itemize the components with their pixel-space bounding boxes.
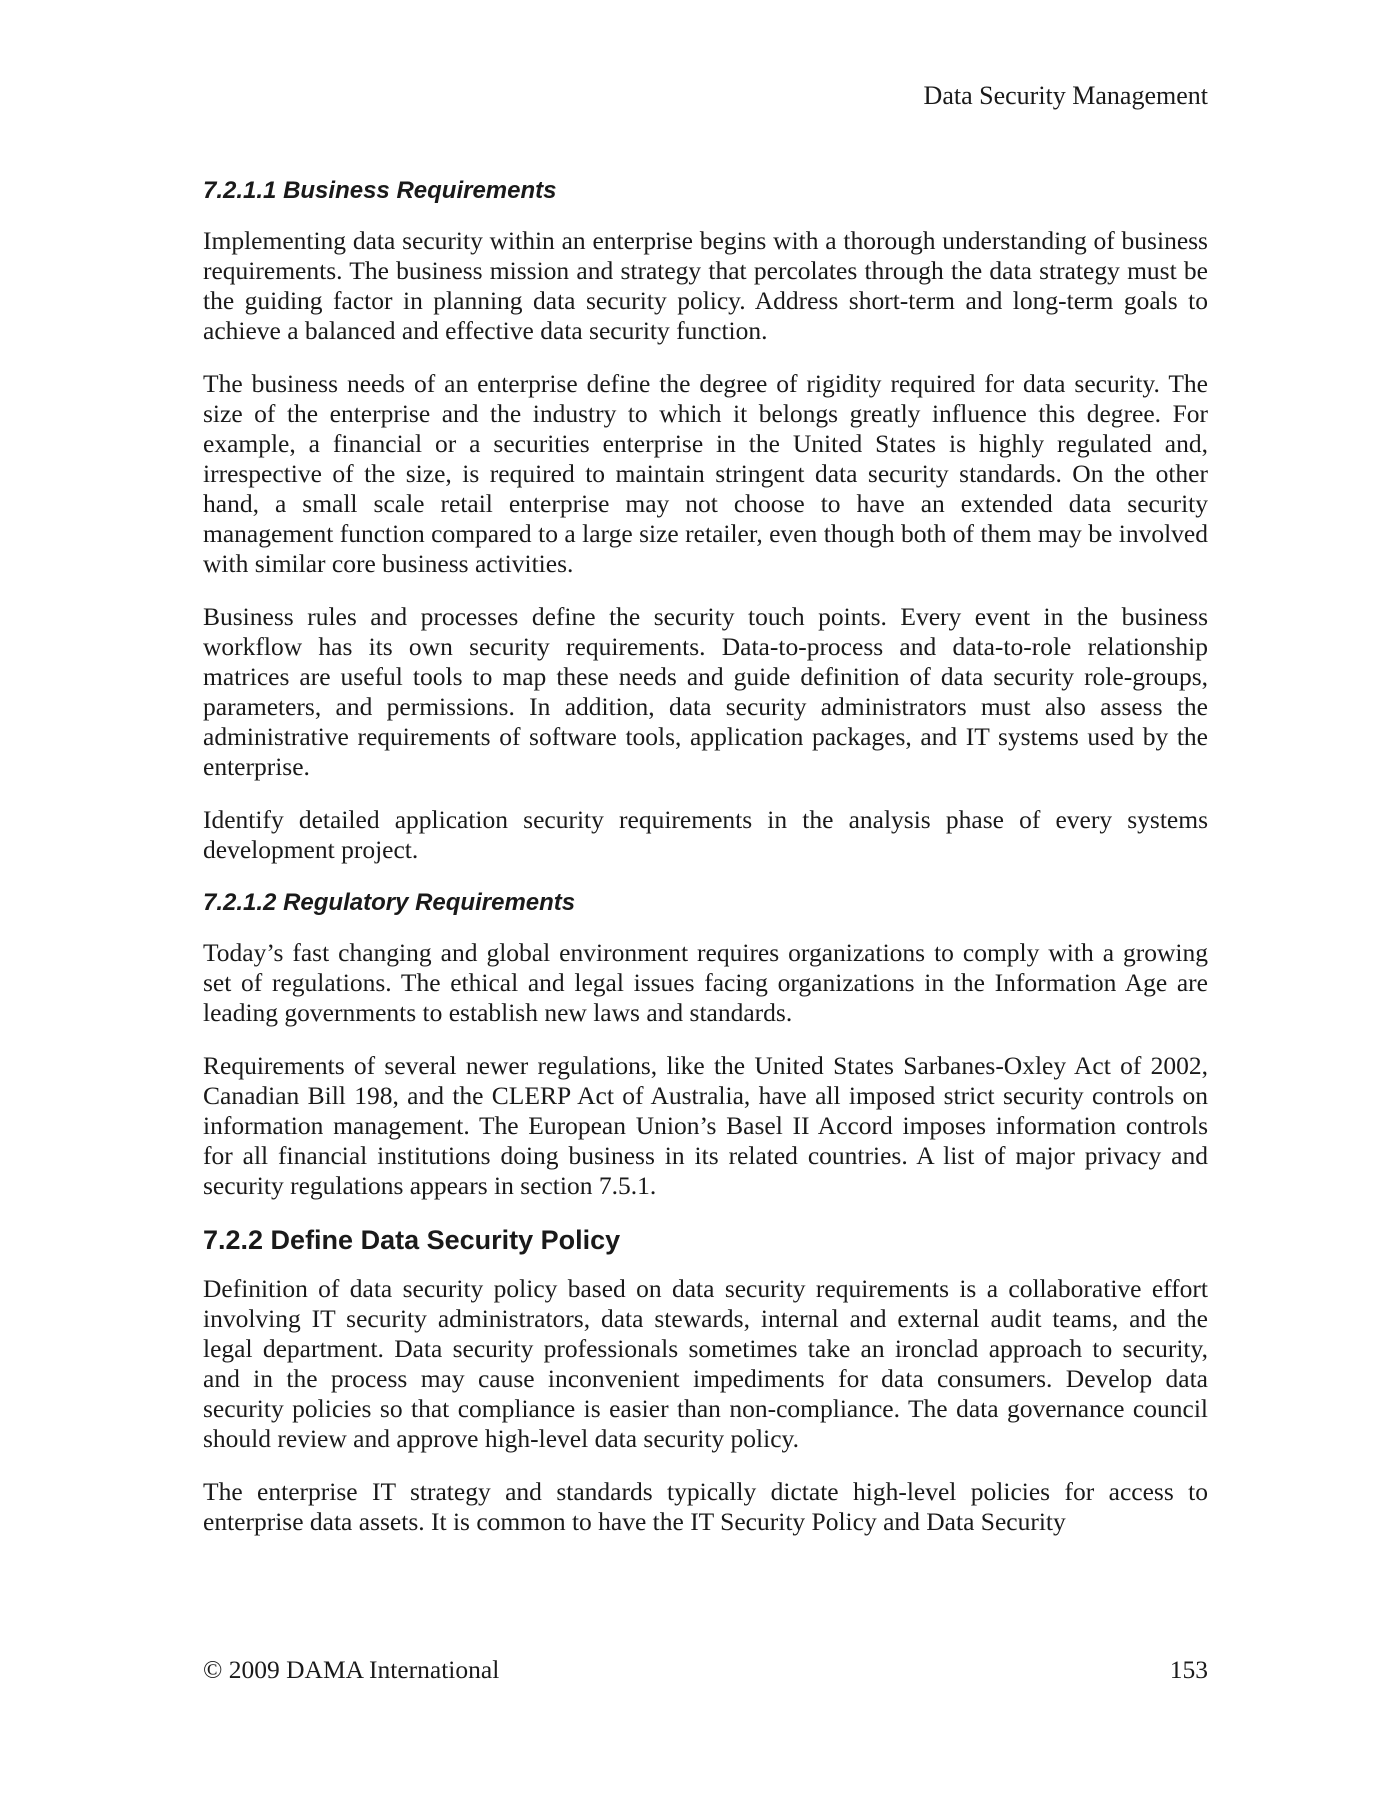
page-number: 153 xyxy=(1169,1655,1208,1684)
section-heading-define-data-security-policy: 7.2.2 Define Data Security Policy xyxy=(203,1225,621,1255)
paragraph: Business rules and processes define the security touch points. Every event in the business workflow has its own security requirements. Data-to-process and data-to-role relationship matrices are useful tools to map these needs and guide definition of data security role-groups, parameters, and permissions. In addition, data security administrators must also assess the administrative requirements of software tools, application packages, and IT systems used by the enterprise. xyxy=(203,602,1208,781)
paragraph: Today’s fast changing and global environment requires organizations to comply with a growing set of regulations. The ethical and legal issues facing organizations in the Information Age are leading governments to establish new laws and standards. xyxy=(203,938,1208,1027)
page-body xyxy=(203,176,1208,1560)
paragraph: Identify detailed application security requirements in the analysis phase of every systems development project. xyxy=(203,805,1208,864)
paragraph: The enterprise IT strategy and standards typically dictate high-level policies for access to enterprise data assets. It is common to have the IT Security Policy and Data Security xyxy=(203,1477,1208,1536)
section-heading-business-requirements: 7.2.1.1 Business Requirements xyxy=(203,177,557,204)
paragraph: Requirements of several newer regulations, like the United States Sarbanes-Oxley Act of 2002, Canadian Bill 198, and the CLERP Act of Australia, have all imposed strict security controls on information management. The European Union’s Basel II Accord imposes information controls for all financial institutions doing business in its related countries. A list of major privacy and security regulations appears in section 7.5.1. xyxy=(203,1051,1208,1200)
section-heading-regulatory-requirements: 7.2.1.2 Regulatory Requirements xyxy=(203,889,576,916)
paragraph: Implementing data security within an enterprise begins with a thorough understanding of business requirements. The business mission and strategy that percolates through the data strategy must be the guiding factor in planning data security policy. Address short-term and long-term goals to achieve a balanced and effective data security function. xyxy=(203,226,1208,345)
page-footer xyxy=(203,1655,1208,1685)
running-header: Data Security Management xyxy=(923,81,1208,110)
paragraph: Definition of data security policy based on data security requirements is a collaborative effort involving IT security administrators, data stewards, internal and external audit teams, and the legal department. Data security professionals sometimes take an ironclad approach to security, and in the process may cause inconvenient impediments for data consumers. Develop data security policies so that compliance is easier than non-compliance. The data governance council should review and approve high-level data security policy. xyxy=(203,1274,1208,1453)
paragraph: The business needs of an enterprise define the degree of rigidity required for data security. The size of the enterprise and the industry to which it belongs greatly influence this degree. For example, a financial or a securities enterprise in the United States is highly regulated and, irrespective of the size, is required to maintain stringent data security standards. On the other hand, a small scale retail enterprise may not choose to have an extended data security management function compared to a large size retailer, even though both of them may be involved with similar core business activities. xyxy=(203,369,1208,578)
copyright-notice: © 2009 DAMA International xyxy=(203,1655,500,1684)
